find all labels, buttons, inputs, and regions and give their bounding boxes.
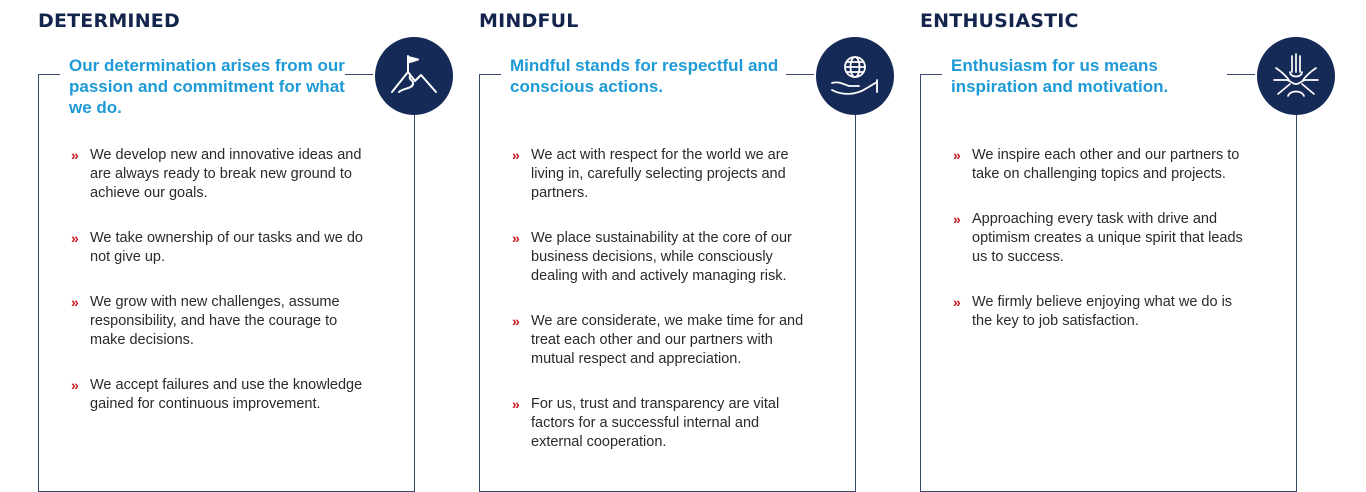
bullet-marker: » — [71, 294, 79, 310]
frame-divider — [1227, 74, 1255, 75]
list-item — [512, 229, 812, 286]
list-item — [953, 293, 1253, 331]
list-item-text: We are considerate, we make time for and treat each other and our partners with mutual respect and appreciation. — [531, 313, 804, 367]
frame-divider — [38, 74, 60, 75]
column-title: MINDFUL — [479, 10, 579, 32]
bullet-marker: » — [512, 396, 520, 412]
list-item-text: We inspire each other and our partners to take on challenging topics and projects. — [972, 147, 1240, 182]
column-lead: Enthusiasm for us means inspiration and motivation. — [951, 56, 1169, 96]
list-item-text: We act with respect for the world we are living in, carefully selecting projects and partners. — [531, 147, 789, 201]
team-hands-icon — [1257, 37, 1335, 115]
frame-divider — [345, 74, 373, 75]
bullet-marker: » — [512, 230, 520, 246]
column-lead: Our determination arises from our passion and commitment for what we do. — [69, 56, 345, 117]
column-enthusiastic — [920, 0, 1340, 492]
bullet-marker: » — [71, 230, 79, 246]
list-item — [71, 146, 371, 203]
list-item — [512, 312, 812, 369]
list-item-text: Approaching every task with drive and optimism creates a unique spirit that leads us to success. — [972, 211, 1243, 265]
list-item-text: We take ownership of our tasks and we do not give up. — [90, 230, 363, 265]
column-title: ENTHUSIASTIC — [920, 10, 1079, 32]
column-mindful — [479, 0, 899, 492]
list-item — [71, 293, 371, 350]
bullet-marker: » — [71, 377, 79, 393]
list-item-text: We place sustainability at the core of our business decisions, while consciously dealing with and actively managing risk. — [531, 230, 792, 284]
list-item-text: We firmly believe enjoying what we do is the key to job satisfaction. — [972, 294, 1233, 329]
list-item-text: We grow with new challenges, assume responsibility, and have the courage to make decisions. — [90, 294, 340, 348]
column-determined — [38, 0, 458, 492]
list-item — [71, 376, 371, 414]
bullet-marker: » — [512, 313, 520, 329]
bullet-marker: » — [953, 147, 961, 163]
globe-in-hand-icon — [816, 37, 894, 115]
bullet-marker: » — [71, 147, 79, 163]
list-item — [512, 395, 812, 452]
list-item — [71, 229, 371, 267]
column-title: DETERMINED — [38, 10, 180, 32]
bullet-marker: » — [512, 147, 520, 163]
bullet-marker: » — [953, 211, 961, 227]
list-item-text: We accept failures and use the knowledge gained for continuous improvement. — [90, 377, 363, 412]
bullet-marker: » — [953, 294, 961, 310]
list-item-text: We develop new and innovative ideas and are always ready to break new ground to achieve our goals. — [90, 147, 362, 201]
mountain-flag-icon — [375, 37, 453, 115]
list-item — [953, 146, 1253, 184]
frame-divider — [479, 74, 501, 75]
list-item — [512, 146, 812, 203]
list-item-text: For us, trust and transparency are vital factors for a successful internal and external cooperation. — [531, 396, 780, 450]
column-lead: Mindful stands for respectful and conscious actions. — [510, 56, 779, 96]
frame-divider — [920, 74, 942, 75]
list-item — [953, 210, 1253, 267]
frame-divider — [786, 74, 814, 75]
